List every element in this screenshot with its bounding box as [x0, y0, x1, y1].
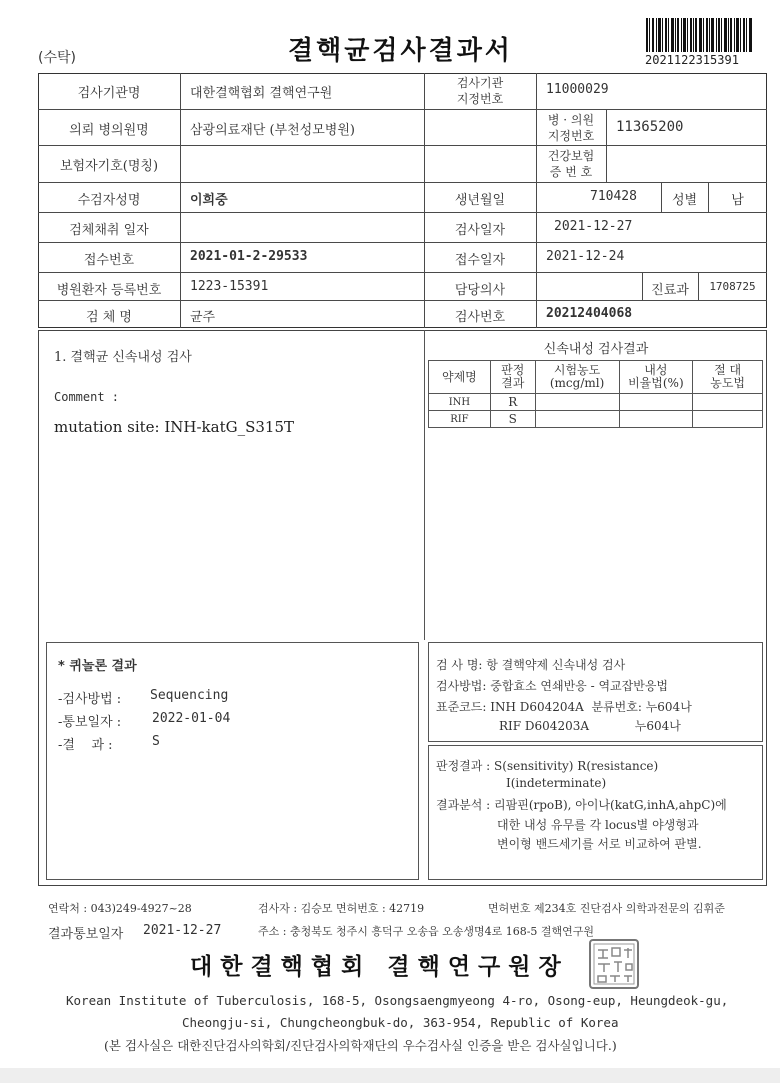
comment-label: Comment : — [54, 390, 120, 404]
results-table — [428, 360, 763, 428]
col-drug-header: 약제명 — [429, 361, 491, 394]
hospital-code: 11365200 — [616, 119, 684, 135]
sex-label: 성별 — [671, 193, 698, 208]
document-title: 결핵균검사결과서 — [288, 36, 513, 66]
health-cert-label-2: 증 번 호 — [549, 165, 593, 179]
patient-name: 이희중 — [190, 193, 228, 208]
quinolone-report-date: 2022-01-04 — [152, 711, 231, 726]
sex-value: 남 — [731, 193, 744, 208]
institute-name-en-2: Cheongju-si, Chungcheongbuk-do, 363-954, Republic of Korea — [182, 1015, 619, 1030]
method-std-code-1: 표준코드: INH D604204A 분류번호: 누604나 — [436, 700, 692, 714]
row-drug: RIF — [429, 411, 491, 428]
footer-examiner: 검사자 : 김승모 면허번호 : 42719 — [258, 902, 425, 915]
method-test-method: 검사방법: 중합효소 연쇄반응 - 역교잡반응법 — [436, 679, 669, 693]
test-date: 2021-12-27 — [554, 219, 633, 234]
page-bottom-strip — [0, 1068, 780, 1083]
lab-name: 대한결핵협회 결핵연구원 — [190, 86, 333, 101]
analysis-line-2: 대한 내성 유무를 각 locus별 야생형과 — [497, 818, 699, 832]
hospital-label: 의뢰 병의원명 — [69, 123, 149, 138]
row-conc — [535, 394, 619, 411]
footer-address: 주소 : 충청북도 청주시 흥덕구 오송읍 오송생명4로 168-5 결핵연구원 — [258, 925, 595, 938]
certification-note: (본 검사실은 대한진단검사의학회/진단검사의학재단의 우수검사실 인증을 받은 검사실입니다.) — [104, 1038, 617, 1053]
hospital-code-label-2: 지정번호 — [547, 129, 595, 143]
row-abs — [693, 394, 763, 411]
quinolone-result-label: -결 과 : — [58, 738, 113, 753]
birth-date: 710428 — [590, 189, 637, 204]
footer-contact: 연락처 : 043)249-4927~28 — [48, 902, 192, 915]
received-tag: (수탁) — [38, 50, 76, 66]
table-row — [429, 394, 763, 411]
method-std-code-2: RIF D604203A 누604나 — [499, 719, 681, 733]
judgement-line-2: I(indeterminate) — [506, 776, 607, 790]
judgement-line-1: 판정결과 : S(sensitivity) R(resistance) — [436, 759, 659, 773]
quinolone-method-label: -검사방법 : — [58, 692, 122, 707]
method-test-name: 검 사 명: 항 결핵약제 신속내성 검사 — [436, 658, 626, 672]
reg-no-label: 병원환자 등록번호 — [56, 283, 162, 298]
accession-label: 접수번호 — [83, 253, 135, 268]
row-judge: R — [490, 394, 535, 411]
collect-date-label: 검체채취 일자 — [69, 223, 149, 238]
hospital-code-label-1: 병 · 의원 — [547, 113, 595, 127]
lab-code-label-1: 검사기관 — [456, 76, 504, 90]
dept-label: 진료과 — [651, 283, 689, 298]
institute-name-en-1: Korean Institute of Tuberculosis, 168-5, Osongsaengmyeong 4-ro, Osong-eup, Heungdeok-gu, — [66, 993, 729, 1008]
section1-title: 1. 결핵균 신속내성 검사 — [54, 350, 192, 365]
insurer-label: 보험자기호(명칭) — [59, 159, 159, 174]
institute-name-ko: 대 한 결 핵 협 회 결 핵 연 구 원 장 — [190, 954, 561, 980]
footer-report-date: 2021-12-27 — [143, 923, 222, 938]
patient-label: 수검자성명 — [77, 193, 141, 208]
col-abs-header: 절 대 농도법 — [693, 361, 763, 394]
doctor-label: 담당의사 — [454, 283, 506, 298]
mutation-site: mutation site: INH-katG_S315T — [54, 418, 295, 436]
row-abs — [693, 411, 763, 428]
footer-director: 면허번호 제234호 진단검사 의학과전문의 김휘준 — [488, 902, 725, 915]
quinolone-title: * 퀴놀론 결과 — [58, 659, 137, 674]
test-no-label: 검사번호 — [454, 310, 506, 325]
row-ratio — [619, 394, 693, 411]
quinolone-result: S — [152, 734, 160, 749]
table-row — [429, 411, 763, 428]
official-seal-icon — [588, 938, 640, 990]
analysis-line-1: 결과분석 : 리팜핀(rpoB), 아이나(katG,inhA,ahpC)에 — [436, 798, 727, 812]
test-date-label: 검사일자 — [454, 223, 506, 238]
results-title: 신속내성 검사결과 — [543, 342, 649, 357]
col-ratio-header: 내성 비율법(%) — [619, 361, 693, 394]
row-drug: INH — [429, 394, 491, 411]
lab-name-label: 검사기관명 — [77, 86, 141, 101]
lab-code: 11000029 — [546, 82, 609, 97]
barcode-number: 2021122315391 — [645, 53, 739, 67]
quinolone-report-label: -통보일자 : — [58, 715, 122, 730]
birth-label: 생년월일 — [454, 193, 506, 208]
specimen-value: 균주 — [190, 310, 216, 325]
col-conc-header: 시험농도 (mcg/ml) — [535, 361, 619, 394]
accession-number: 2021-01-2-29533 — [190, 249, 308, 264]
row-ratio — [619, 411, 693, 428]
lab-code-label-2: 지정번호 — [456, 92, 504, 106]
row-judge: S — [490, 411, 535, 428]
test-no: 20212404068 — [546, 306, 633, 321]
col-judge-header: 판정 결과 — [490, 361, 535, 394]
specimen-label: 검 체 명 — [86, 310, 132, 325]
analysis-line-3: 변이형 밴드세기를 서로 비교하여 판별. — [497, 837, 702, 851]
footer-report-label: 결과통보일자 — [48, 927, 124, 942]
dept-value: 1708725 — [709, 280, 756, 293]
row-conc — [535, 411, 619, 428]
barcode — [646, 18, 752, 52]
receipt-date: 2021-12-24 — [546, 249, 625, 264]
hospital-name: 삼광의료재단 (부천성모병원) — [190, 123, 355, 138]
reg-no: 1223-15391 — [190, 279, 269, 294]
receipt-date-label: 접수일자 — [454, 253, 506, 268]
quinolone-method: Sequencing — [150, 688, 229, 703]
quinolone-box — [46, 642, 419, 880]
health-cert-label-1: 건강보험 — [547, 149, 595, 163]
